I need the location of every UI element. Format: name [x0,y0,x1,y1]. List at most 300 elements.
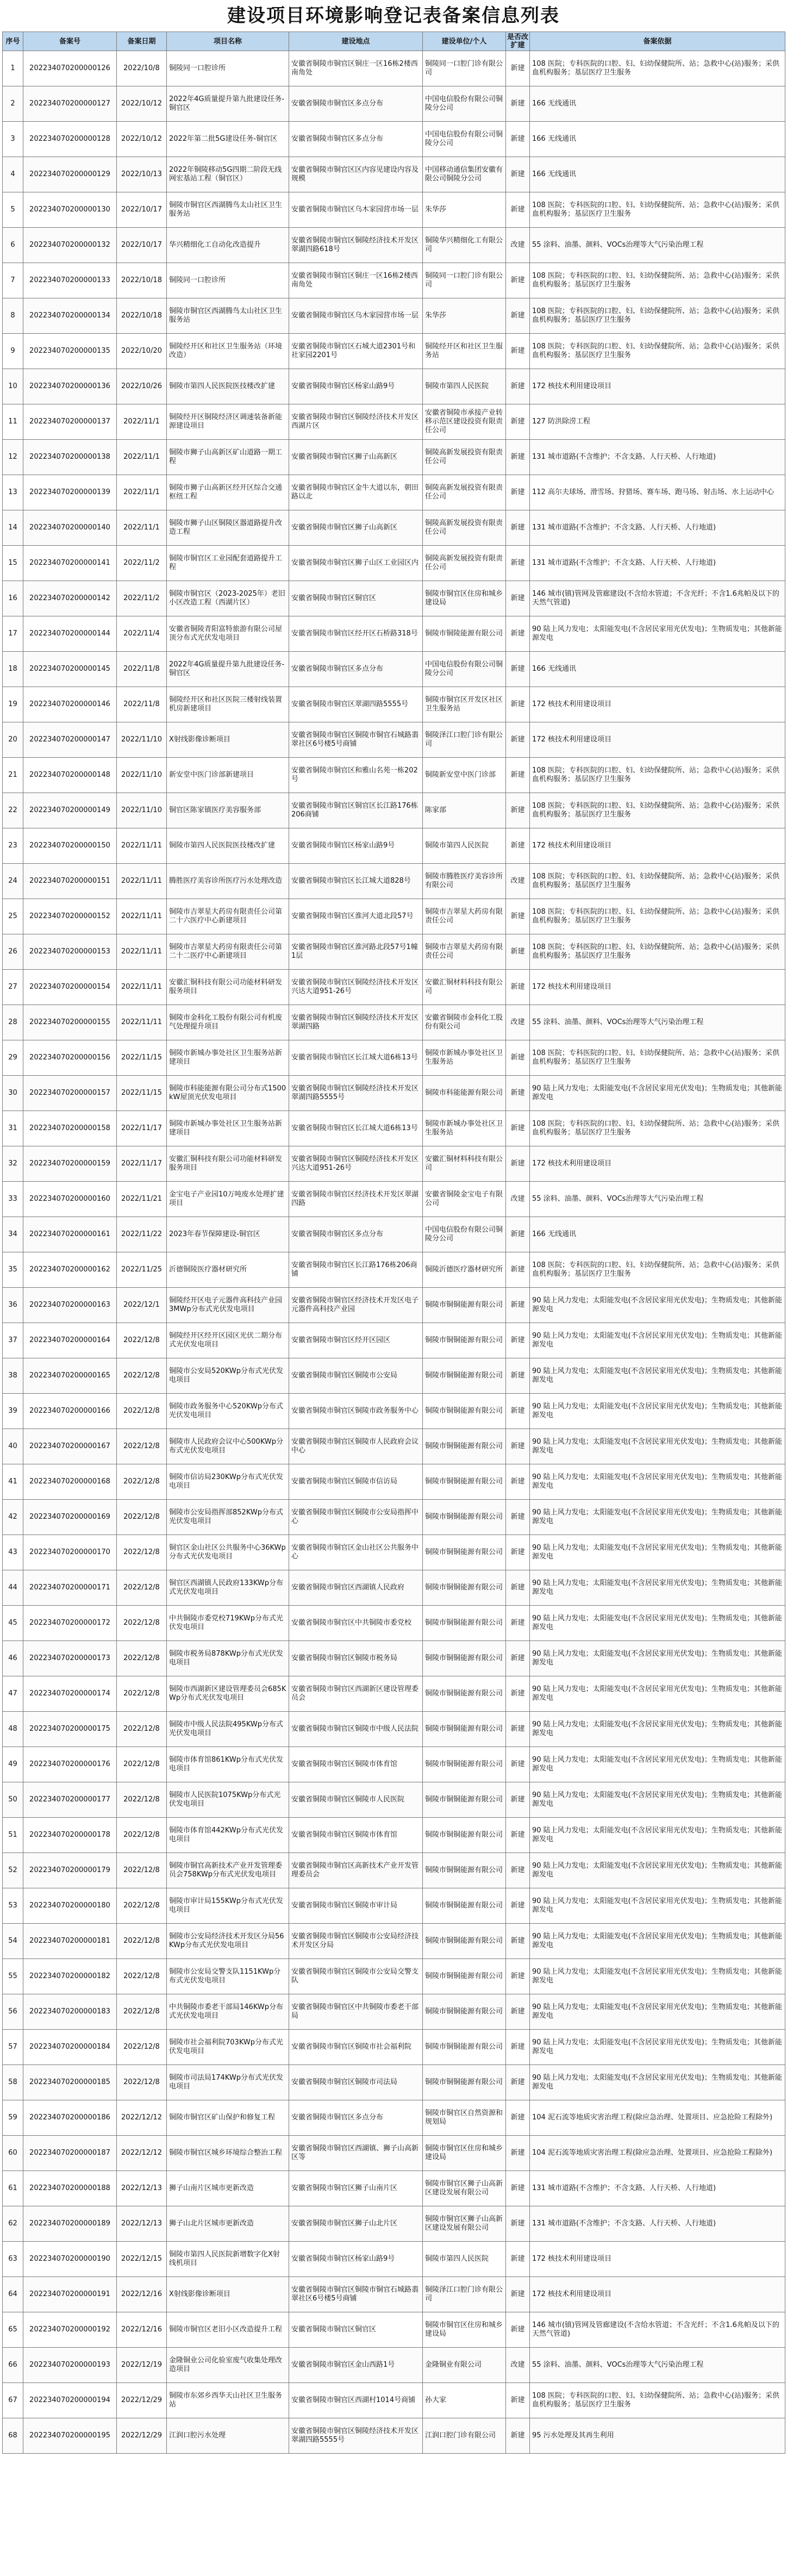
cell-filing-date: 2022/11/11 [117,828,167,864]
cell-expansion: 新建 [506,546,530,581]
cell-expansion: 新建 [506,334,530,369]
cell-unit: 铜陵泽江口腔门诊有限公司 [423,2277,506,2312]
cell-location: 安徽省铜陵市铜官区西湖村1014号商铺 [289,2383,423,2418]
cell-basis: 108 医院；专科医院的口腔、妇、妇幼保健院所、站；急救中心(站)服务；采供血机构服务；基层医疗卫生服务 [530,934,785,970]
cell-basis: 108 医院；专科医院的口腔、妇、妇幼保健院所、站；急救中心(站)服务；采供血机构服务；基层医疗卫生服务 [530,793,785,828]
cell-location: 安徽省铜陵市铜官区铜陵市公安局 [289,1358,423,1394]
cell-unit: 铜陵市铜官区开发区社区卫生服务站 [423,687,506,722]
cell-filing-date: 2022/12/8 [117,1818,167,1853]
col-header-unit: 建设单位/个人 [423,32,506,51]
cell-filing-no: 202234070200000130 [23,192,117,228]
cell-project-name: 铜陵市铜官区西湖腾鸟太山社区卫生服务站 [167,298,289,334]
cell-seq: 1 [3,51,23,86]
cell-basis: 55 涂料、油墨、颜料、VOCs治理等大气污染治理工程 [530,228,785,263]
cell-filing-no: 202234070200000166 [23,1394,117,1429]
cell-basis: 90 陆上风力发电；太阳能发电(不含居民家用光伏发电)；生物质发电；其他新能源发电 [530,1570,785,1606]
cell-location: 安徽省铜陵市铜官区高新技术产业开发管理委员会 [289,1853,423,1888]
table-row [3,1747,785,1782]
cell-expansion: 新建 [506,51,530,86]
cell-project-name: 铜陵经开区和社区医院三楼射线装置机房新建项目 [167,687,289,722]
cell-project-name: 铜陵市铜官区西湖腾鸟太山社区卫生服务站 [167,192,289,228]
col-header-basis: 备案依据 [530,32,785,51]
cell-project-name: 铜陵市铜官区（2023-2025年）老旧小区改造工程（西湖片区） [167,581,289,616]
cell-expansion: 新建 [506,157,530,192]
cell-basis: 108 医院；专科医院的口腔、妇、妇幼保健院所、站；急救中心(站)服务；采供血机构服务；基层医疗卫生服务 [530,1252,785,1288]
cell-basis: 90 陆上风力发电；太阳能发电(不含居民家用光伏发电)；生物质发电；其他新能源发电 [530,1464,785,1500]
cell-location: 安徽省铜陵市铜官区铜陵经济技术开发区翠湖四路5555号 [289,2418,423,2454]
cell-seq: 66 [3,2348,23,2383]
cell-filing-date: 2022/11/17 [117,1111,167,1146]
cell-filing-date: 2022/12/8 [117,1676,167,1712]
cell-project-name: 铜陵市审计局155KWp分布式光伏发电项目 [167,1888,289,1924]
cell-seq: 64 [3,2277,23,2312]
cell-expansion: 新建 [506,2277,530,2312]
cell-project-name: 铜官区西湖镇人民政府133KWp分布式光伏发电项目 [167,1570,289,1606]
cell-unit: 安徽省铜陵市金科化工股份有限公司 [423,1005,506,1040]
cell-unit: 铜陵市吉翠星大药房有限责任公司 [423,899,506,934]
cell-filing-date: 2022/12/8 [117,1464,167,1500]
cell-filing-no: 202234070200000134 [23,298,117,334]
cell-seq: 55 [3,1959,23,1994]
cell-filing-date: 2022/12/8 [117,2065,167,2100]
cell-unit: 铜陵市铜铜能源有限公司 [423,1712,506,1747]
cell-unit: 铜陵市腾胜医疗美容诊所有限公司 [423,864,506,899]
cell-location: 安徽省铜陵市铜官区翠湖四路5555号 [289,687,423,722]
cell-project-name: 2022年铜陵移动5G四期二阶段无线网宏基站工程（铜官区） [167,157,289,192]
cell-filing-date: 2022/11/11 [117,899,167,934]
cell-seq: 39 [3,1394,23,1429]
cell-project-name: 铜陵市吉翠星大药房有限责任公司第二十二医疗中心新建项目 [167,934,289,970]
cell-location: 安徽省铜陵市铜官区铜陵经济技术开发区兴达大道951-26号 [289,970,423,1005]
cell-filing-no: 202234070200000178 [23,1818,117,1853]
cell-project-name: 狮子山南片区城市更新改造 [167,2171,289,2206]
cell-seq: 30 [3,1076,23,1111]
cell-unit: 铜陵经开区和社区卫生服务站 [423,334,506,369]
cell-project-name: 铜官区陈家镇医疗美容服务部 [167,793,289,828]
cell-seq: 7 [3,263,23,298]
cell-filing-no: 202234070200000152 [23,899,117,934]
cell-project-name: 铜陵经开区电子元器件高科技产业园3MWp分布式光伏发电项目 [167,1288,289,1323]
cell-seq: 54 [3,1924,23,1959]
cell-location: 安徽省铜陵市铜官区乌木家园营市场一层 [289,192,423,228]
cell-basis: 90 陆上风力发电；太阳能发电(不含居民家用光伏发电)；生物质发电；其他新能源发电 [530,2030,785,2065]
cell-project-name: 江润口腔污水处理 [167,2418,289,2454]
cell-expansion: 新建 [506,687,530,722]
cell-seq: 16 [3,581,23,616]
table-row [3,157,785,192]
cell-seq: 29 [3,1040,23,1076]
cell-filing-no: 202234070200000164 [23,1323,117,1358]
table-row [3,1818,785,1853]
table-row [3,899,785,934]
table-row [3,1782,785,1818]
cell-seq: 58 [3,2065,23,2100]
cell-expansion: 新建 [506,122,530,157]
cell-filing-no: 202234070200000179 [23,1853,117,1888]
cell-project-name: 铜陵市人民政府会议中心500KWp分布式光伏发电项目 [167,1429,289,1464]
cell-unit: 铜陵市第四人民医院 [423,828,506,864]
cell-basis: 90 陆上风力发电；太阳能发电(不含居民家用光伏发电)；生物质发电；其他新能源发电 [530,1358,785,1394]
cell-location: 安徽省铜陵市铜官区铜庄一区16栋2楼西南角处 [289,263,423,298]
table-row [3,1394,785,1429]
cell-basis: 108 医院；专科医院的口腔、妇、妇幼保健院所、站；急救中心(站)服务；采供血机构服务；基层医疗卫生服务 [530,899,785,934]
filing-table [2,32,785,2454]
cell-filing-date: 2022/12/1 [117,1288,167,1323]
cell-location: 安徽省铜陵市铜官区和雅山名苑一栋202号 [289,758,423,793]
cell-location: 安徽省铜陵市铜官区铜陵市中级人民法院 [289,1712,423,1747]
cell-location: 安徽省铜陵市铜官区淮河大道北段57号 [289,899,423,934]
cell-filing-date: 2022/12/13 [117,2206,167,2242]
cell-seq: 4 [3,157,23,192]
cell-location: 安徽省铜陵市铜官区长江城大道6栋13号 [289,1040,423,1076]
cell-filing-no: 202234070200000157 [23,1076,117,1111]
cell-location: 安徽省铜陵市铜官区西湖新区建设管理委员会 [289,1676,423,1712]
cell-expansion: 改建 [506,228,530,263]
cell-seq: 5 [3,192,23,228]
table-row [3,2065,785,2100]
cell-unit: 朱华莎 [423,298,506,334]
cell-expansion: 新建 [506,722,530,758]
cell-basis: 90 陆上风力发电；太阳能发电(不含居民家用光伏发电)；生物质发电；其他新能源发电 [530,1394,785,1429]
cell-unit: 铜陵市铜铜能源有限公司 [423,1288,506,1323]
table-row [3,1641,785,1676]
cell-filing-date: 2022/11/11 [117,864,167,899]
cell-expansion: 新建 [506,1606,530,1641]
cell-seq: 63 [3,2242,23,2277]
cell-expansion: 新建 [506,1076,530,1111]
cell-filing-no: 202234070200000154 [23,970,117,1005]
cell-seq: 43 [3,1535,23,1570]
cell-expansion: 新建 [506,263,530,298]
cell-seq: 18 [3,652,23,687]
cell-filing-no: 202234070200000193 [23,2348,117,2383]
table-row [3,546,785,581]
cell-filing-date: 2022/12/8 [117,1429,167,1464]
cell-basis: 90 陆上风力发电；太阳能发电(不含居民家用光伏发电)；生物质发电；其他新能源发电 [530,1959,785,1994]
cell-location: 安徽省铜陵市铜官区西湖镇人民政府 [289,1570,423,1606]
cell-unit: 铜陵泽江口腔门诊有限公司 [423,722,506,758]
cell-project-name: 中共铜陵市委老干部局146KWp分布式光伏发电项目 [167,1994,289,2030]
cell-basis: 172 核技术利用建设项目 [530,2277,785,2312]
cell-filing-date: 2022/12/8 [117,1535,167,1570]
cell-filing-no: 202234070200000183 [23,1994,117,2030]
cell-filing-date: 2022/11/1 [117,440,167,475]
cell-unit: 铜陵市铜铜能源有限公司 [423,1676,506,1712]
cell-filing-no: 202234070200000192 [23,2312,117,2348]
cell-filing-date: 2022/12/8 [117,1712,167,1747]
cell-filing-date: 2022/12/15 [117,2242,167,2277]
col-header-expansion: 是否改扩建 [506,32,530,51]
cell-project-name: 铜陵市第四人民医院医技楼改扩建 [167,369,289,404]
cell-filing-no: 202234070200000127 [23,86,117,122]
cell-seq: 22 [3,793,23,828]
cell-expansion: 改建 [506,2348,530,2383]
cell-project-name: 铜官区金山社区公共服务中心36KWp分布式光伏发电项目 [167,1535,289,1570]
cell-basis: 172 核技术利用建设项目 [530,970,785,1005]
cell-unit: 铜陵市铜铜能源有限公司 [423,1782,506,1818]
cell-filing-date: 2022/10/18 [117,298,167,334]
table-row [3,86,785,122]
table-row [3,1146,785,1182]
cell-filing-date: 2022/11/2 [117,581,167,616]
cell-filing-no: 202234070200000169 [23,1500,117,1535]
cell-expansion: 新建 [506,2312,530,2348]
cell-project-name: X射线影像诊断项目 [167,722,289,758]
cell-unit: 铜陵市铜铜能源有限公司 [423,1994,506,2030]
cell-project-name: 铜陵经开区经开区园区光伏二期分布式光伏发电项目 [167,1323,289,1358]
cell-filing-no: 202234070200000165 [23,1358,117,1394]
table-row [3,581,785,616]
cell-filing-date: 2022/11/21 [117,1182,167,1217]
cell-seq: 33 [3,1182,23,1217]
cell-unit: 铜陵市铜官区自然资源和规划局 [423,2100,506,2136]
cell-project-name: 铜陵市公安局520KWp分布式光伏发电项目 [167,1358,289,1394]
cell-filing-date: 2022/11/11 [117,1005,167,1040]
cell-basis: 90 陆上风力发电；太阳能发电(不含居民家用光伏发电)；生物质发电；其他新能源发电 [530,1782,785,1818]
cell-basis: 108 医院；专科医院的口腔、妇、妇幼保健院所、站；急救中心(站)服务；采供血机构服务；基层医疗卫生服务 [530,334,785,369]
cell-seq: 17 [3,616,23,652]
cell-filing-date: 2022/10/12 [117,122,167,157]
cell-unit: 铜陵同一口腔门诊有限公司 [423,51,506,86]
cell-unit: 铜陵市铜铜能源有限公司 [423,1535,506,1570]
cell-location: 安徽省铜陵市铜官区铜陵市人民医院 [289,1782,423,1818]
cell-filing-date: 2022/12/8 [117,1994,167,2030]
cell-location: 安徽省铜陵市铜官区多点分布 [289,122,423,157]
cell-filing-date: 2022/12/13 [117,2171,167,2206]
cell-location: 安徽省铜陵市铜官区铜陵市铜官石城路翡翠社区6号楼5号商铺 [289,722,423,758]
cell-unit: 安徽省铜陵市承接产业转移示范区建设投资有限责任公司 [423,404,506,440]
col-header-project-name: 项目名称 [167,32,289,51]
cell-seq: 31 [3,1111,23,1146]
cell-location: 安徽省铜陵市铜官区中共铜陵市委老干部局 [289,1994,423,2030]
cell-location: 安徽省铜陵市铜官区铜陵市政务服务中心 [289,1394,423,1429]
cell-project-name: 安徽汇铜科技有限公司功能材料研发服务项目 [167,1146,289,1182]
cell-basis: 131 城市道路(不含维护；不含支路、人行天桥、人行地道) [530,2171,785,2206]
cell-seq: 44 [3,1570,23,1606]
cell-location: 安徽省铜陵市铜官区长江路176栋206商铺 [289,1252,423,1288]
cell-project-name: 铜陵市第四人民医院新增数字化X射线机项目 [167,2242,289,2277]
cell-expansion: 新建 [506,1040,530,1076]
table-row [3,2383,785,2418]
cell-basis: 166 无线通讯 [530,157,785,192]
cell-filing-no: 202234070200000184 [23,2030,117,2065]
cell-unit: 中国电信股份有限公司铜陵分公司 [423,1217,506,1252]
cell-unit: 铜陵高新发展投资有限责任公司 [423,440,506,475]
cell-filing-date: 2022/10/8 [117,51,167,86]
cell-expansion: 新建 [506,1888,530,1924]
cell-seq: 21 [3,758,23,793]
cell-project-name: X射线影像诊断项目 [167,2277,289,2312]
table-row [3,1252,785,1288]
cell-basis: 90 陆上风力发电；太阳能发电(不含居民家用光伏发电)；生物质发电；其他新能源发电 [530,1323,785,1358]
cell-unit: 铜陵市铜官区狮子山高新区建设发展有限公司 [423,2206,506,2242]
cell-project-name: 铜陵市狮子山高新区经开区综合交通枢纽工程 [167,475,289,510]
cell-filing-no: 202234070200000144 [23,616,117,652]
cell-basis: 95 污水处理及其再生利用 [530,2418,785,2454]
cell-location: 安徽省铜陵市铜官区铜陵市体育馆 [289,1747,423,1782]
cell-expansion: 新建 [506,1288,530,1323]
table-row [3,2348,785,2383]
cell-expansion: 新建 [506,2030,530,2065]
cell-basis: 172 核技术利用建设项目 [530,687,785,722]
cell-seq: 14 [3,510,23,546]
cell-unit: 中国电信股份有限公司铜陵分公司 [423,86,506,122]
table-row [3,228,785,263]
table-row [3,1429,785,1464]
cell-unit: 金隆铜业有限公司 [423,2348,506,2383]
cell-filing-no: 202234070200000129 [23,157,117,192]
cell-filing-no: 202234070200000175 [23,1712,117,1747]
cell-filing-date: 2022/11/1 [117,475,167,510]
cell-filing-no: 202234070200000191 [23,2277,117,2312]
cell-filing-date: 2022/11/8 [117,652,167,687]
cell-filing-date: 2022/12/12 [117,2136,167,2171]
cell-location: 安徽省铜陵市铜官区金山社区公共服务中心 [289,1535,423,1570]
cell-basis: 108 医院；专科医院的口腔、妇、妇幼保健院所、站；急救中心(站)服务；采供血机构服务；基层医疗卫生服务 [530,864,785,899]
cell-project-name: 金隆铜业公司化验室废气收集处理改造项目 [167,2348,289,2383]
cell-basis: 90 陆上风力发电；太阳能发电(不含居民家用光伏发电)；生物质发电；其他新能源发电 [530,1853,785,1888]
cell-project-name: 中共铜陵市委党校719KWp分布式光伏发电项目 [167,1606,289,1641]
cell-project-name: 铜陵市铜官区老旧小区改造提升工程 [167,2312,289,2348]
cell-filing-no: 202234070200000194 [23,2383,117,2418]
cell-location: 安徽省铜陵市铜官区铜陵市公安局指挥中心 [289,1500,423,1535]
cell-filing-date: 2022/12/8 [117,1959,167,1994]
cell-location: 安徽省铜陵市铜官区狮子山区工业园区内 [289,546,423,581]
cell-unit: 中国电信股份有限公司铜陵分公司 [423,652,506,687]
table-row [3,1111,785,1146]
table-row [3,1994,785,2030]
cell-filing-no: 202234070200000158 [23,1111,117,1146]
table-row [3,1358,785,1394]
cell-unit: 铜陵市铜陵能源有限公司 [423,616,506,652]
cell-location: 安徽省铜陵市铜官区金牛大道以东，朝田路以北 [289,475,423,510]
cell-unit: 铜陵市铜铜能源有限公司 [423,1747,506,1782]
table-row [3,1182,785,1217]
cell-basis: 104 泥石流等地质灾害治理工程(除应急治理、处置项目、应急抢险工程除外) [530,2136,785,2171]
cell-location: 安徽省铜陵市铜官区淮河路北段57号1幢1层 [289,934,423,970]
table-row [3,1712,785,1747]
cell-expansion: 新建 [506,2418,530,2454]
cell-unit: 铜陵市铜铜能源有限公司 [423,1924,506,1959]
cell-project-name: 铜陵市司法局174KWp分布式光伏发电项目 [167,2065,289,2100]
cell-filing-no: 202234070200000155 [23,1005,117,1040]
cell-filing-no: 202234070200000176 [23,1747,117,1782]
cell-location: 安徽省铜陵市铜官区经开区石桥路318号 [289,616,423,652]
cell-filing-date: 2022/12/29 [117,2383,167,2418]
cell-filing-date: 2022/10/20 [117,334,167,369]
cell-unit: 孙大家 [423,2383,506,2418]
cell-seq: 6 [3,228,23,263]
table-row [3,1500,785,1535]
cell-location: 安徽省铜陵市铜官区铜庄一区16栋2楼西南角处 [289,51,423,86]
cell-filing-no: 202234070200000162 [23,1252,117,1288]
cell-unit: 铜陵高新发展投资有限责任公司 [423,475,506,510]
cell-seq: 8 [3,298,23,334]
table-row [3,1464,785,1500]
cell-seq: 11 [3,404,23,440]
cell-unit: 铜陵市铜铜能源有限公司 [423,1464,506,1500]
cell-unit: 铜陵市第四人民医院 [423,2242,506,2277]
cell-filing-no: 202234070200000145 [23,652,117,687]
cell-seq: 57 [3,2030,23,2065]
table-row [3,864,785,899]
cell-project-name: 铜陵市金科化工股份有限公司有机废气处理提升项目 [167,1005,289,1040]
cell-location: 安徽省铜陵市铜官区多点分布 [289,2100,423,2136]
cell-seq: 48 [3,1712,23,1747]
cell-location: 安徽省铜陵市铜官区杨家山路9号 [289,2242,423,2277]
cell-expansion: 新建 [506,1924,530,1959]
cell-expansion: 新建 [506,1429,530,1464]
table-row [3,616,785,652]
cell-location: 安徽省铜陵市铜官区铜官区 [289,581,423,616]
cell-basis: 131 城市道路(不含维护；不含支路、人行天桥、人行地道) [530,546,785,581]
cell-filing-date: 2022/10/26 [117,369,167,404]
cell-basis: 172 核技术利用建设项目 [530,722,785,758]
table-row [3,1040,785,1076]
cell-expansion: 新建 [506,510,530,546]
cell-filing-no: 202234070200000190 [23,2242,117,2277]
cell-location: 安徽省铜陵市铜官区铜官区 [289,2312,423,2348]
cell-filing-date: 2022/11/10 [117,722,167,758]
cell-filing-date: 2022/12/8 [117,1323,167,1358]
cell-location: 安徽省铜陵市铜官区铜陵市审计局 [289,1888,423,1924]
cell-location: 安徽省铜陵市铜官区铜陵市社会福利院 [289,2030,423,2065]
cell-location: 安徽省铜陵市铜官区铜陵市司法局 [289,2065,423,2100]
cell-seq: 68 [3,2418,23,2454]
cell-expansion: 新建 [506,2171,530,2206]
cell-basis: 108 医院；专科医院的口腔、妇、妇幼保健院所、站；急救中心(站)服务；采供血机构服务；基层医疗卫生服务 [530,192,785,228]
cell-filing-date: 2022/12/8 [117,1358,167,1394]
cell-unit: 安徽省铜陵金宝电子有限公司 [423,1182,506,1217]
table-row [3,2277,785,2312]
cell-unit: 铜陵同一口腔门诊有限公司 [423,263,506,298]
cell-filing-no: 202234070200000167 [23,1429,117,1464]
cell-filing-no: 202234070200000177 [23,1782,117,1818]
table-row [3,722,785,758]
cell-unit: 铜陵市铜官区住房和城乡建设局 [423,581,506,616]
cell-location: 安徽省铜陵市铜官区铜陵市信访局 [289,1464,423,1500]
cell-expansion: 新建 [506,1500,530,1535]
cell-expansion: 新建 [506,1111,530,1146]
cell-unit: 铜陵市铜官区狮子山高新区建设发展有限公司 [423,2171,506,2206]
cell-basis: 90 陆上风力发电；太阳能发电(不含居民家用光伏发电)；生物质发电；其他新能源发电 [530,1676,785,1712]
cell-project-name: 铜陵市狮子山区铜陵区器道路提升改造工程 [167,510,289,546]
table-row [3,334,785,369]
cell-expansion: 新建 [506,793,530,828]
cell-expansion: 新建 [506,475,530,510]
cell-basis: 108 医院；专科医院的口腔、妇、妇幼保健院所、站；急救中心(站)服务；采供血机构服务；基层医疗卫生服务 [530,2383,785,2418]
cell-location: 安徽省铜陵市铜官区铜陵市公安局交警支队 [289,1959,423,1994]
cell-project-name: 2023年春节保障建设-铜官区 [167,1217,289,1252]
cell-project-name: 铜陵市中级人民法院495KWp分布式光伏发电项目 [167,1712,289,1747]
cell-project-name: 铜陵市东郊乡西华天山社区卫生服务站 [167,2383,289,2418]
cell-location: 安徽省铜陵市铜官区铜陵市税务局 [289,1641,423,1676]
cell-basis: 104 泥石流等地质灾害治理工程(除应急治理、处置项目、应急抢险工程除外) [530,2100,785,2136]
cell-seq: 53 [3,1888,23,1924]
cell-filing-no: 202234070200000136 [23,369,117,404]
cell-seq: 37 [3,1323,23,1358]
cell-seq: 12 [3,440,23,475]
table-row [3,652,785,687]
cell-project-name: 铜陵市公安局经济技术开发区分局56KWp分布式光伏发电项目 [167,1924,289,1959]
cell-filing-no: 202234070200000137 [23,404,117,440]
cell-basis: 90 陆上风力发电；太阳能发电(不含居民家用光伏发电)；生物质发电；其他新能源发电 [530,1076,785,1111]
cell-expansion: 新建 [506,934,530,970]
table-row [3,1076,785,1111]
cell-location: 安徽省铜陵市铜官区铜陵市铜官石城路翡翠社区6号楼5号商铺 [289,2277,423,2312]
cell-location: 安徽省铜陵市铜官区石城大道2301号和社家园2201号 [289,334,423,369]
cell-expansion: 新建 [506,1217,530,1252]
